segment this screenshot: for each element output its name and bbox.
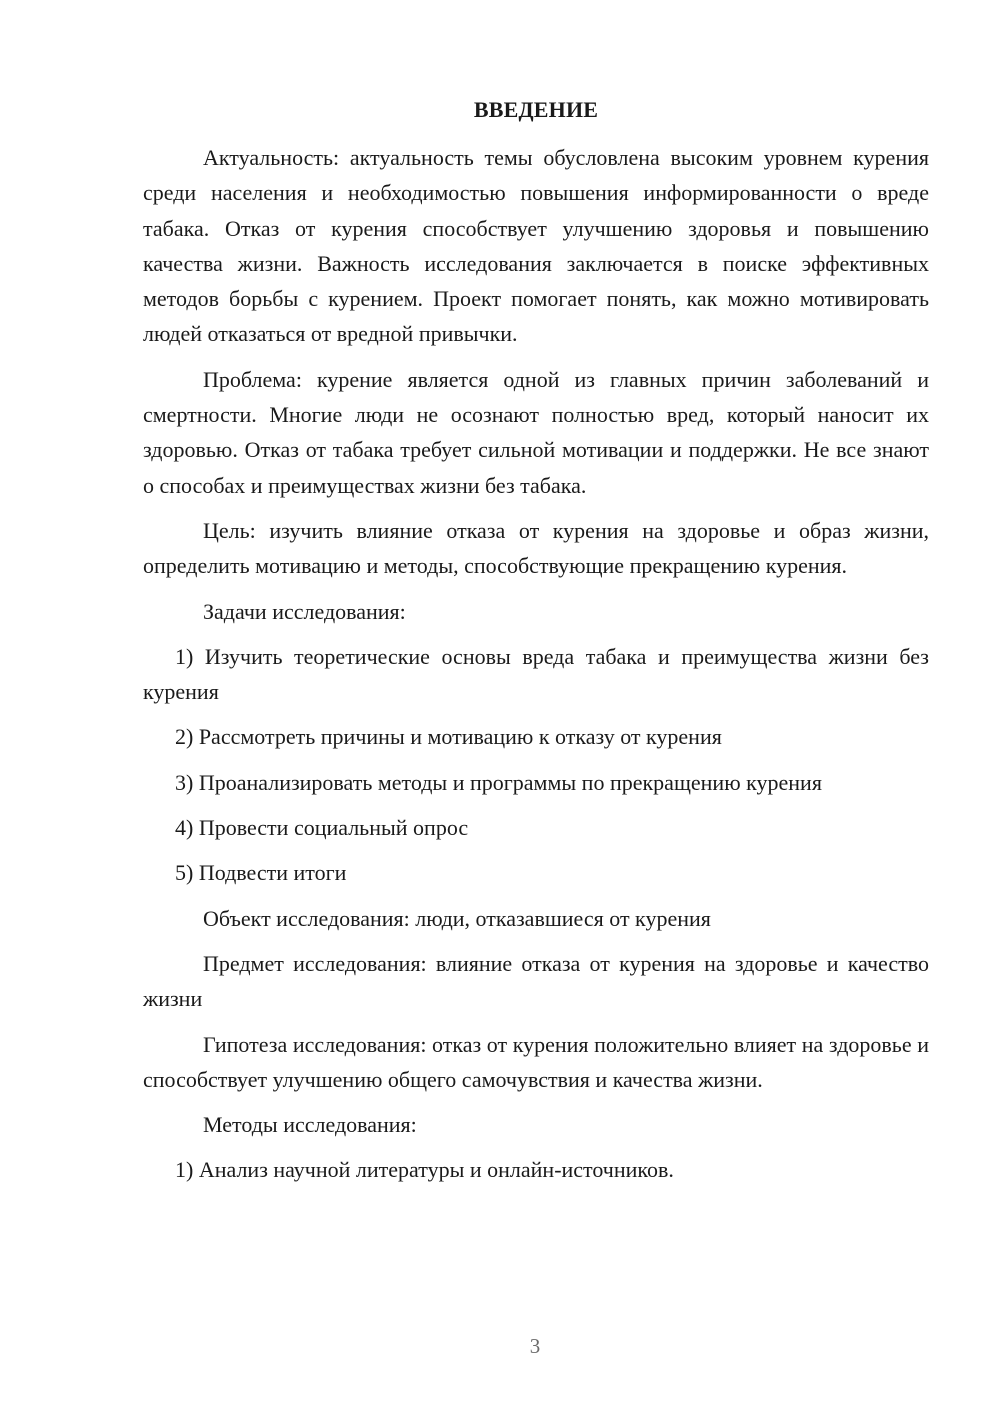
task-item: 5) Подвести итоги <box>175 860 347 886</box>
task-item: 4) Провести социальный опрос <box>175 815 469 841</box>
tasks-heading: Задачи исследования: <box>203 598 406 624</box>
task-item: 1) Изучить теоретические основы вреда табака и преимущества жизни без курения <box>143 643 929 705</box>
task-item: 2) Рассмотреть причины и мотивацию к отказу от курения <box>175 724 722 750</box>
page-content <box>143 92 929 1198</box>
methods-heading: Методы исследования: <box>203 1112 417 1138</box>
task-item: 3) Проанализировать методы и программы по прекращению курения <box>175 769 822 795</box>
relevance-paragraph: Актуальность: актуальность темы обусловлена высоким уровнем курения среди населения и необходимостью повышения информированности о вреде табака. Отказ от курения способствует улучшению здоровья и повышению качества жизни. Важность исследования заключается в поиске эффективных методов борьбы с курением. Проект помогает понять, как можно мотивировать людей отказаться от вредной привычки. <box>143 145 929 347</box>
page-number: 3 <box>529 1334 541 1358</box>
goal-paragraph: Цель: изучить влияние отказа от курения на здоровье и образ жизни, определить мотивацию и методы, способствующие прекращению курения. <box>143 517 929 579</box>
hypothesis-paragraph: Гипотеза исследования: отказ от курения положительно влияет на здоровье и способствует улучшению общего самочувствия и качества жизни. <box>143 1031 929 1092</box>
page-title: ВВЕДЕНИЕ <box>473 97 599 122</box>
object-paragraph: Объект исследования: люди, отказавшиеся от курения <box>203 905 711 931</box>
method-item: 1) Анализ научной литературы и онлайн-источников. <box>175 1157 674 1183</box>
subject-paragraph: Предмет исследования: влияние отказа от курения на здоровье и качество жизни <box>143 950 929 1012</box>
problem-paragraph: Проблема: курение является одной из главных причин заболеваний и смертности. Многие люди не осознают полностью вред, который наносит их здоровью. Отказ от табака требует сильной мотивации и поддержки. Не все знают о способах и преимуществах жизни без табака. <box>143 366 929 498</box>
